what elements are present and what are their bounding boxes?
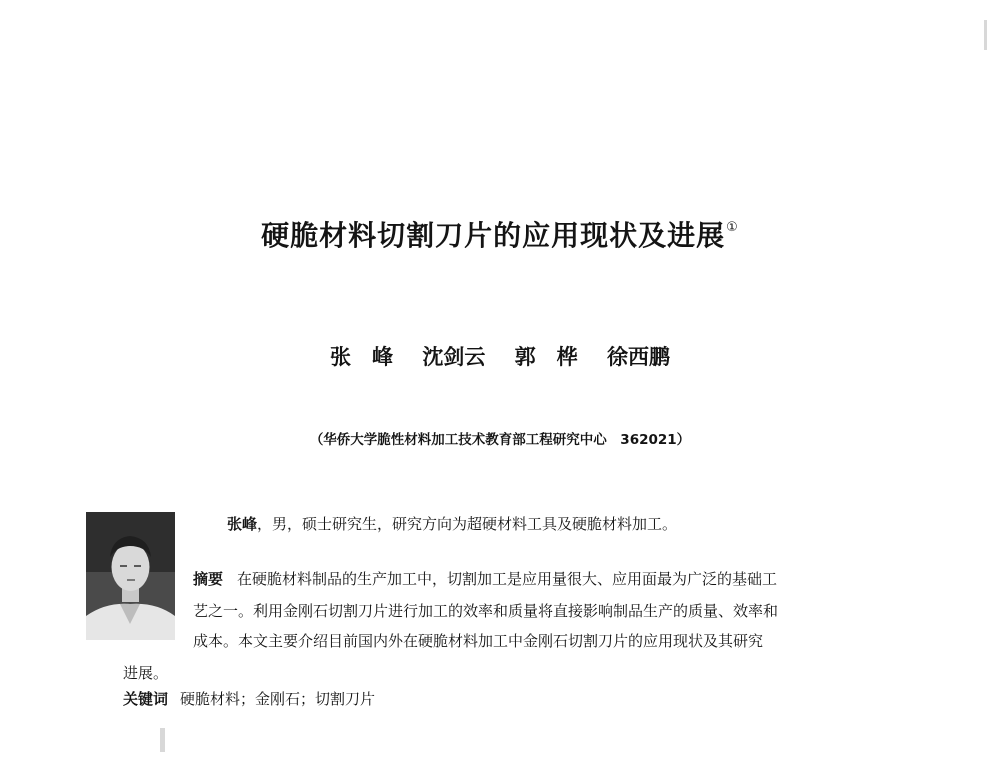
affiliation: （华侨大学脆性材料加工技术教育部工程研究中心 362021） bbox=[309, 432, 691, 448]
paper-title bbox=[0, 214, 1000, 254]
scan-edge-mark bbox=[160, 728, 165, 752]
abstract-text: 在硬脆材料制品的生产加工中，切割加工是应用量很大、应用面最为广泛的基础工 bbox=[237, 570, 778, 588]
abstract-line-3: 成本。本文主要介绍目前国内外在硬脆材料加工中金刚石切割刀片的应用现状及其研究 bbox=[193, 632, 764, 650]
abstract-line-4: 进展。 bbox=[123, 664, 169, 682]
abstract-label: 摘要 bbox=[193, 570, 224, 588]
keywords-text: 硬脆材料；金刚石；切割刀片 bbox=[180, 690, 376, 708]
bio-text: ，男，硕士研究生，研究方向为超硬材料工具及硬脆材料加工。 bbox=[257, 515, 678, 533]
author-bio bbox=[227, 513, 677, 534]
title-text: 硬脆材料切割刀片的应用现状及进展 bbox=[261, 219, 726, 252]
keywords-label: 关键词 bbox=[123, 690, 169, 708]
keywords bbox=[123, 688, 375, 709]
scan-edge-mark bbox=[984, 20, 987, 50]
author-name: 郭 桦 bbox=[514, 345, 578, 369]
author-list bbox=[0, 341, 1000, 371]
title-footnote-mark: ① bbox=[726, 220, 739, 235]
abstract-line-1 bbox=[193, 568, 777, 589]
author-name: 沈剑云 bbox=[422, 345, 486, 369]
bio-name: 张峰 bbox=[227, 515, 258, 533]
author-name: 徐西鹏 bbox=[606, 345, 670, 369]
abstract-line-2: 艺之一。利用金刚石切割刀片进行加工的效率和质量将直接影响制品生产的质量、效率和 bbox=[193, 602, 779, 620]
author-photo bbox=[86, 512, 175, 640]
author-name: 张 峰 bbox=[330, 345, 394, 369]
